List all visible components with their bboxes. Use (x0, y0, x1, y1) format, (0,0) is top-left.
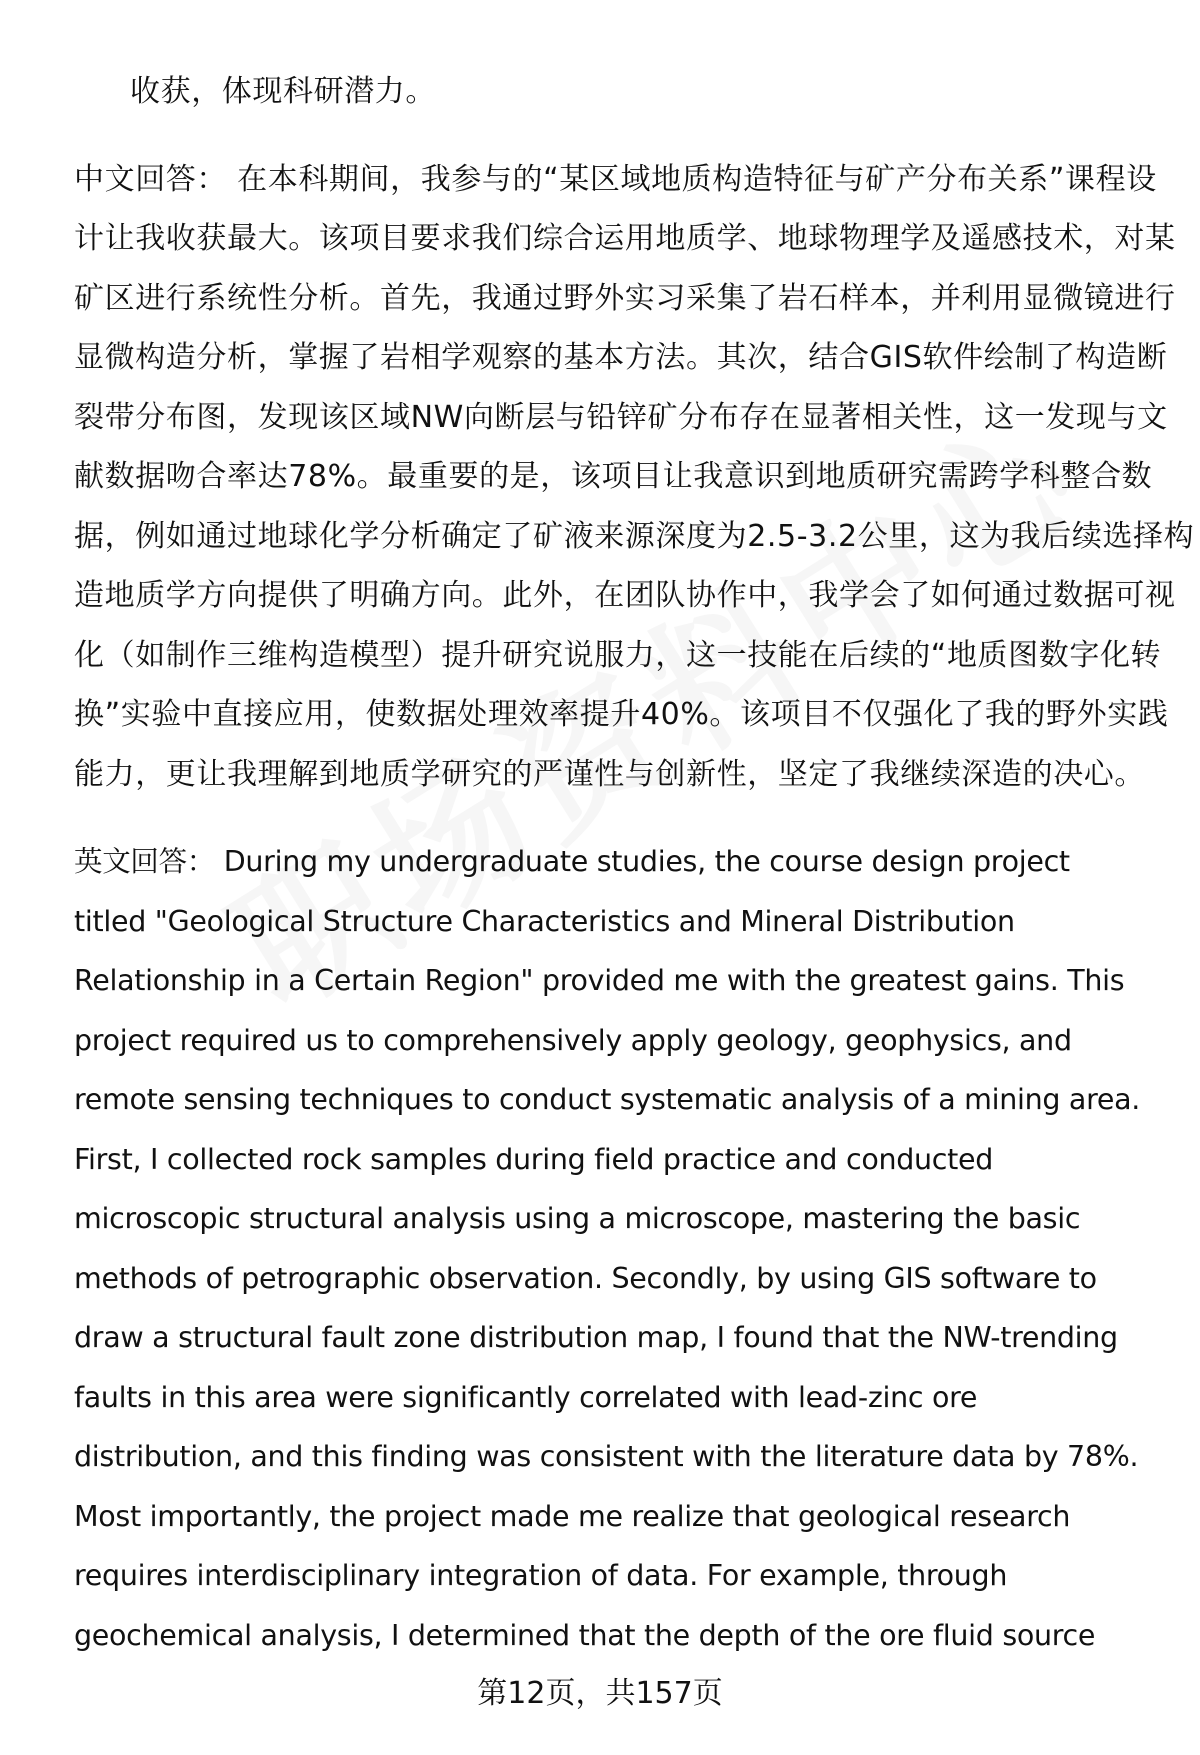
text-line: draw a structural fault zone distribution map, I found that the NW-trending (74, 1321, 1118, 1354)
text-line: 据，例如通过地球化学分析确定了矿液来源深度为2.5-3.2公里，这为我后续选择构 (74, 518, 1195, 554)
text-line: titled "Geological Structure Characteristics and Mineral Distribution (74, 904, 1015, 938)
text-line: 化（如制作三维构造模型）提升研究说服力，这一技能在后续的“地质图数字化转 (74, 637, 1162, 673)
text-line: requires interdisciplinary integration of data. For example, through (74, 1559, 1008, 1592)
text-line: remote sensing techniques to conduct systematic analysis of a mining area. (74, 1083, 1141, 1116)
paragraph-gap (74, 804, 1154, 832)
text-line: methods of petrographic observation. Secondly, by using GIS software to (74, 1261, 1097, 1295)
text-line: 换”实验中直接应用，使数据处理效率提升40%。该项目不仅强化了我的野外实践 (74, 697, 1169, 732)
text-line: First, I collected rock samples during field practice and conducted (74, 1142, 994, 1176)
text-line: 能力，更让我理解到地质学研究的严谨性与创新性，坚定了我继续深造的决心。 (74, 756, 1145, 792)
text-line: faults in this area were significantly correlated with lead-zinc ore (74, 1380, 978, 1414)
text-line: 矿区进行系统性分析。首先，我通过野外实习采集了岩石样本，并利用显微镜进行 (74, 280, 1176, 316)
chinese-answer-paragraph (74, 150, 1195, 805)
text-line: 献数据吻合率达78%。最重要的是，该项目让我意识到地质研究需跨学科整合数 (74, 459, 1153, 494)
text-line: Most importantly, the project made me realize that geological research (74, 1499, 1071, 1533)
text-line: 显微构造分析，掌握了岩相学观察的基本方法。其次，结合GIS软件绘制了构造断 (74, 340, 1168, 375)
text-line: 裂带分布图，发现该区域NW向断层与铅锌矿分布存在显著相关性，这一发现与文 (74, 399, 1168, 435)
english-answer-paragraph (74, 832, 1154, 1665)
text-line: 计让我收获最大。该项目要求我们综合运用地质学、地球物理学及遥感技术，对某 (74, 221, 1176, 256)
text-line: Relationship in a Certain Region" provided me with the greatest gains. This (74, 964, 1125, 997)
text-line: geochemical analysis, I determined that the depth of the ore fluid source (74, 1618, 1096, 1652)
page-number: 第12页，共157页 (477, 1676, 723, 1711)
paragraph-gap (74, 122, 1154, 150)
text-line: distribution, and this finding was consistent with the literature data by 78%. (74, 1440, 1139, 1473)
text-line: 中文回答： 在本科期间，我参与的“某区域地质构造特征与矿产分布关系”课程设 (74, 161, 1157, 197)
text-line: 造地质学方向提供了明确方向。此外，在团队协作中，我学会了如何通过数据可视 (74, 578, 1176, 613)
text-line: 英文回答： During my undergraduate studies, the course design project (74, 845, 1070, 878)
text-line: microscopic structural analysis using a microscope, mastering the basic (74, 1202, 1081, 1235)
top-paragraph (74, 62, 1154, 122)
document-page (74, 62, 1195, 1665)
text-line: project required us to comprehensively apply geology, geophysics, and (74, 1023, 1072, 1057)
text-line: 收获，体现科研潜力。 (130, 74, 436, 109)
